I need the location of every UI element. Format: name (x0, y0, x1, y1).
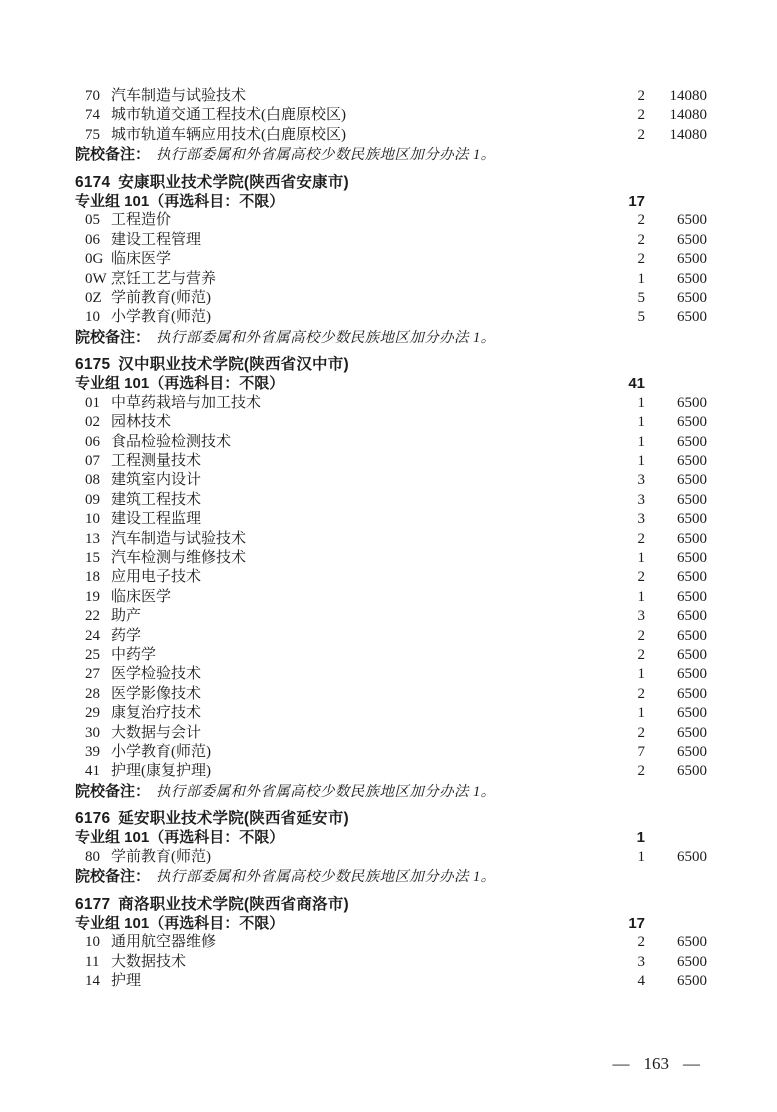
major-fee: 6500 (677, 309, 707, 326)
major-count: 2 (637, 126, 645, 143)
remark-text: 执行部委属和外省属高校少数民族地区加分办法 1。 (156, 147, 496, 164)
major-code: 10 (85, 309, 100, 326)
major-code: 80 (85, 848, 100, 865)
major-fee: 6500 (677, 666, 707, 683)
major-name: 临床医学 (111, 251, 172, 268)
major-count: 3 (637, 511, 645, 528)
major-count: 1 (637, 270, 645, 287)
major-fee: 6500 (677, 289, 707, 306)
group-label: 专业组 101（再选科目：不限） (75, 915, 285, 933)
major-name: 小学教育(师范) (111, 309, 211, 326)
major-row (75, 270, 707, 289)
major-row (75, 413, 707, 432)
major-count: 3 (637, 472, 645, 489)
major-fee: 6500 (677, 627, 707, 644)
school-code: 6177 (75, 895, 111, 913)
major-count: 1 (637, 414, 645, 431)
major-fee: 6500 (677, 763, 707, 780)
major-name: 工程测量技术 (111, 453, 202, 470)
major-count: 2 (637, 685, 645, 702)
group-label: 专业组 101（再选科目：不限） (75, 375, 285, 393)
page-number: 163 (643, 1054, 669, 1073)
major-row (75, 433, 707, 452)
major-name: 康复治疗技术 (111, 705, 202, 722)
major-code: 14 (85, 973, 100, 990)
major-name: 汽车制造与试验技术 (111, 88, 247, 104)
major-fee: 6500 (677, 588, 707, 605)
school-section (75, 895, 707, 992)
major-name: 汽车检测与维修技术 (111, 549, 247, 566)
school-header (75, 809, 707, 828)
major-row (75, 510, 707, 529)
major-name: 大数据与会计 (111, 724, 202, 741)
major-fee: 6500 (677, 511, 707, 528)
major-fee: 6500 (677, 569, 707, 586)
major-code: 0W (85, 270, 107, 287)
major-row (75, 211, 707, 230)
major-name: 汽车制造与试验技术 (111, 530, 247, 547)
major-code: 08 (85, 472, 100, 489)
major-count: 2 (637, 88, 645, 104)
major-count: 3 (637, 491, 645, 508)
major-code: 30 (85, 724, 100, 741)
major-fee: 6500 (677, 934, 707, 951)
major-count: 5 (637, 289, 645, 306)
major-code: 15 (85, 549, 100, 566)
major-count: 1 (637, 394, 645, 411)
major-fee: 14080 (669, 107, 707, 124)
major-fee: 6500 (677, 433, 707, 450)
major-count: 2 (637, 530, 645, 547)
major-fee: 6500 (677, 608, 707, 625)
major-code: 0Z (85, 289, 102, 306)
major-fee: 6500 (677, 394, 707, 411)
major-name: 城市轨道车辆应用技术(白鹿原校区) (111, 126, 346, 143)
school-code: 6174 (75, 173, 111, 191)
major-count: 1 (637, 705, 645, 722)
remark-row (75, 867, 707, 886)
major-name: 学前教育(师范) (111, 289, 211, 306)
major-code: 06 (85, 433, 100, 450)
remark-text: 执行部委属和外省属高校少数民族地区加分办法 1。 (156, 869, 496, 886)
school-code: 6176 (75, 810, 111, 828)
major-fee: 6500 (677, 953, 707, 970)
major-fee: 6500 (677, 724, 707, 741)
major-name: 助产 (111, 608, 142, 625)
group-row (75, 192, 707, 211)
major-code: 29 (85, 705, 100, 722)
major-fee: 14080 (669, 126, 707, 143)
major-count: 1 (637, 588, 645, 605)
major-count: 2 (637, 569, 645, 586)
major-code: 27 (85, 666, 100, 683)
major-row (75, 87, 707, 106)
major-name: 通用航空器维修 (111, 934, 217, 951)
major-code: 07 (85, 453, 100, 470)
major-fee: 6500 (677, 231, 707, 248)
major-fee: 6500 (677, 270, 707, 287)
major-fee: 6500 (677, 472, 707, 489)
major-count: 2 (637, 107, 645, 124)
school-header (75, 355, 707, 374)
major-name: 药学 (111, 627, 142, 644)
major-fee: 6500 (677, 530, 707, 547)
major-name: 护理 (111, 973, 142, 990)
school-header (75, 895, 707, 914)
group-count: 41 (628, 375, 645, 393)
major-code: 19 (85, 588, 100, 605)
major-name: 医学检验技术 (111, 666, 202, 683)
footer-right-dash: — (683, 1054, 700, 1073)
school-code: 6175 (75, 356, 111, 374)
remark-row (75, 782, 707, 801)
major-row (75, 762, 707, 781)
major-row (75, 627, 707, 646)
major-code: 0G (85, 251, 104, 268)
school-section (75, 355, 707, 801)
remark-text: 执行部委属和外省属高校少数民族地区加分办法 1。 (156, 329, 496, 346)
major-name: 建设工程监理 (111, 511, 202, 528)
major-code: 05 (85, 212, 100, 229)
school-header (75, 173, 707, 192)
major-row (75, 665, 707, 684)
remark-label: 院校备注： (75, 328, 151, 346)
major-row (75, 549, 707, 568)
major-code: 06 (85, 231, 100, 248)
major-code: 39 (85, 743, 100, 760)
major-code: 10 (85, 511, 100, 528)
major-fee: 6500 (677, 705, 707, 722)
major-name: 中药学 (111, 646, 157, 663)
plan-list (75, 87, 707, 992)
school-name: 安康职业技术学院(陕西省安康市) (118, 173, 349, 191)
major-name: 临床医学 (111, 588, 172, 605)
major-code: 01 (85, 394, 100, 411)
major-fee: 6500 (677, 743, 707, 760)
major-name: 园林技术 (111, 414, 172, 431)
major-row (75, 106, 707, 125)
major-count: 2 (637, 724, 645, 741)
major-count: 1 (637, 666, 645, 683)
major-row (75, 308, 707, 327)
major-name: 建筑室内设计 (111, 472, 202, 489)
major-row (75, 724, 707, 743)
major-row (75, 289, 707, 308)
group-count: 17 (628, 192, 645, 210)
group-row (75, 374, 707, 393)
school-section (75, 809, 707, 887)
major-count: 1 (637, 848, 645, 865)
major-name: 食品检验检测技术 (111, 433, 232, 450)
major-row (75, 743, 707, 762)
school-section (75, 87, 707, 165)
major-count: 7 (637, 743, 645, 760)
major-name: 中草药栽培与加工技术 (111, 394, 262, 411)
major-name: 建筑工程技术 (111, 491, 202, 508)
group-count: 17 (628, 915, 645, 933)
major-count: 2 (637, 231, 645, 248)
major-row (75, 250, 707, 269)
major-name: 学前教育(师范) (111, 848, 211, 865)
major-count: 1 (637, 433, 645, 450)
major-fee: 6500 (677, 549, 707, 566)
school-name: 商洛职业技术学院(陕西省商洛市) (118, 895, 349, 913)
major-code: 41 (85, 763, 100, 780)
major-fee: 6500 (677, 973, 707, 990)
remark-label: 院校备注： (75, 146, 151, 164)
major-count: 1 (637, 549, 645, 566)
school-section (75, 173, 707, 348)
school-name: 汉中职业技术学院(陕西省汉中市) (118, 356, 349, 374)
major-code: 70 (85, 88, 100, 104)
major-fee: 6500 (677, 212, 707, 229)
major-code: 13 (85, 530, 100, 547)
major-code: 28 (85, 685, 100, 702)
page-footer (613, 1054, 701, 1074)
major-code: 10 (85, 934, 100, 951)
major-name: 烹饪工艺与营养 (111, 270, 217, 287)
major-name: 小学教育(师范) (111, 743, 211, 760)
major-count: 4 (637, 973, 645, 990)
major-row (75, 933, 707, 952)
major-fee: 14080 (669, 88, 707, 104)
major-count: 3 (637, 953, 645, 970)
major-row (75, 491, 707, 510)
major-fee: 6500 (677, 491, 707, 508)
major-row (75, 568, 707, 587)
group-count: 1 (636, 829, 645, 847)
group-row (75, 828, 707, 847)
major-count: 3 (637, 608, 645, 625)
major-row (75, 972, 707, 991)
major-count: 2 (637, 627, 645, 644)
remark-text: 执行部委属和外省属高校少数民族地区加分办法 1。 (156, 783, 496, 800)
major-row (75, 685, 707, 704)
major-code: 02 (85, 414, 100, 431)
remark-label: 院校备注： (75, 868, 151, 886)
school-name: 延安职业技术学院(陕西省延安市) (118, 810, 349, 828)
major-row (75, 452, 707, 471)
major-fee: 6500 (677, 453, 707, 470)
major-name: 城市轨道交通工程技术(白鹿原校区) (111, 107, 346, 124)
major-name: 大数据技术 (111, 953, 187, 970)
remark-label: 院校备注： (75, 782, 151, 800)
major-row (75, 704, 707, 723)
major-count: 2 (637, 646, 645, 663)
major-code: 22 (85, 608, 100, 625)
footer-left-dash: — (612, 1054, 630, 1073)
major-fee: 6500 (677, 251, 707, 268)
major-name: 护理(康复护理) (111, 763, 211, 780)
major-row (75, 953, 707, 972)
major-code: 75 (85, 126, 100, 143)
major-name: 建设工程管理 (111, 231, 202, 248)
major-count: 2 (637, 934, 645, 951)
major-row (75, 126, 707, 145)
major-name: 医学影像技术 (111, 685, 202, 702)
major-row (75, 588, 707, 607)
group-label: 专业组 101（再选科目：不限） (75, 192, 285, 210)
major-row (75, 848, 707, 867)
major-row (75, 231, 707, 250)
major-code: 09 (85, 491, 100, 508)
major-row (75, 530, 707, 549)
major-name: 工程造价 (111, 212, 172, 229)
major-code: 74 (85, 107, 100, 124)
group-label: 专业组 101（再选科目：不限） (75, 829, 285, 847)
major-name: 应用电子技术 (111, 569, 202, 586)
major-count: 2 (637, 212, 645, 229)
major-row (75, 646, 707, 665)
major-fee: 6500 (677, 848, 707, 865)
major-count: 2 (637, 251, 645, 268)
major-fee: 6500 (677, 646, 707, 663)
major-count: 5 (637, 309, 645, 326)
major-code: 18 (85, 569, 100, 586)
major-fee: 6500 (677, 414, 707, 431)
remark-row (75, 328, 707, 347)
major-count: 1 (637, 453, 645, 470)
major-code: 11 (85, 953, 100, 970)
remark-row (75, 145, 707, 164)
major-row (75, 607, 707, 626)
major-code: 25 (85, 646, 100, 663)
major-row (75, 471, 707, 490)
major-row (75, 394, 707, 413)
group-row (75, 914, 707, 933)
major-code: 24 (85, 627, 100, 644)
major-fee: 6500 (677, 685, 707, 702)
major-count: 2 (637, 763, 645, 780)
